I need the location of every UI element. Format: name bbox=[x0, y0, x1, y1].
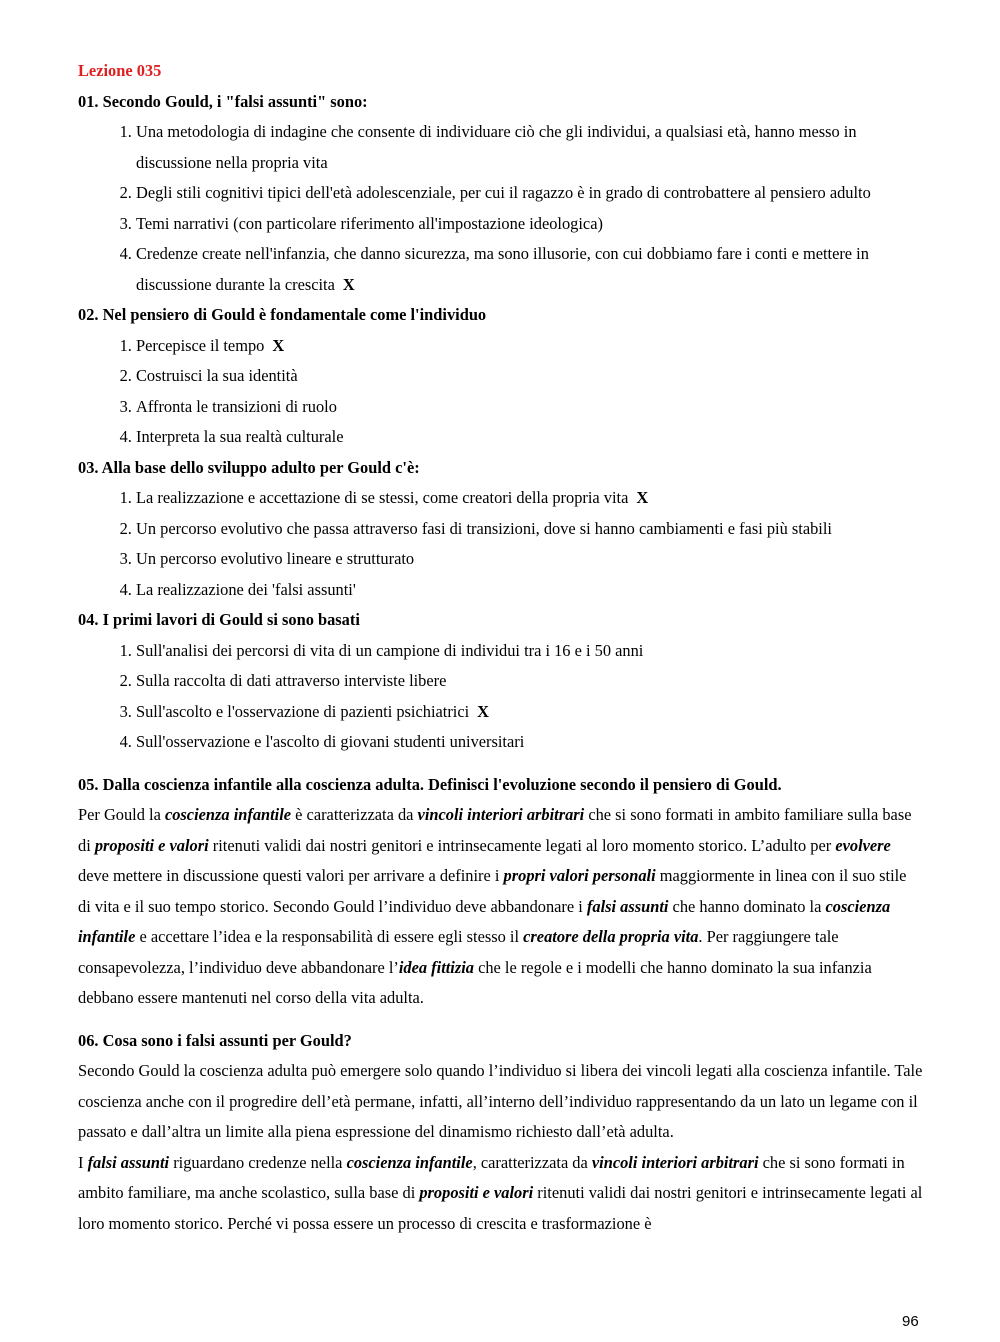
answer-text: Sull'ascolto e l'osservazione di pazienti psichiatrici bbox=[136, 701, 470, 721]
answer-text: Sull'osservazione e l'ascolto di giovani studenti universitari bbox=[136, 732, 525, 751]
paragraph-text: riguardano credenze nella bbox=[169, 1152, 347, 1172]
answer-option bbox=[136, 697, 923, 728]
key-term: idea fittizia bbox=[398, 957, 474, 977]
key-term: falsi assunti bbox=[586, 896, 669, 916]
page-content bbox=[78, 56, 923, 1239]
answer-option bbox=[136, 117, 923, 178]
answer-text: Un percorso evolutivo che passa attraverso fasi di transizioni, dove si hanno cambiamenti e fasi più stabili bbox=[136, 518, 832, 538]
question-text: 03. Alla base dello sviluppo adulto per Gould c'è: bbox=[78, 457, 420, 477]
answer-text: Sulla raccolta di dati attraverso interviste libere bbox=[136, 671, 447, 690]
key-term: coscienza infantile bbox=[78, 896, 891, 946]
correct-answer-mark: X bbox=[636, 488, 649, 507]
paragraph-text: . Per raggiungere tale consapevolezza, l’individuo deve abbandonare l’ bbox=[78, 927, 839, 977]
answer-text: Interpreta la sua realtà culturale bbox=[136, 427, 344, 446]
key-term: evolvere bbox=[835, 835, 891, 855]
answer-option bbox=[136, 209, 923, 240]
paragraph-text: che le regole e i modelli che hanno dominato la sua infanzia debbano essere mantenuti nel corso della vita adulta. bbox=[78, 957, 872, 1007]
paragraph-text: che si sono formati in ambito familiare, ma anche scolastico, sulla base di bbox=[78, 1152, 905, 1202]
answer-option bbox=[136, 636, 923, 667]
answer-text: La realizzazione dei 'falsi assunti' bbox=[136, 579, 356, 599]
answer-paragraph bbox=[78, 1056, 923, 1239]
page-number: 96 bbox=[902, 1313, 919, 1330]
answer-option bbox=[136, 178, 923, 209]
answer-list bbox=[78, 636, 923, 758]
key-term: coscienza infantile bbox=[164, 805, 292, 824]
paragraph-text: ritenuti validi dai nostri genitori e intrinsecamente legati al loro momento storico. L’adulto per bbox=[208, 835, 836, 855]
section-gap bbox=[78, 1014, 923, 1026]
paragraph-text: che hanno dominato la bbox=[668, 896, 826, 916]
question-text: 01. Secondo Gould, i "falsi assunti" sono: bbox=[78, 91, 368, 111]
correct-answer-mark: X bbox=[477, 701, 490, 721]
answer-option bbox=[136, 331, 923, 362]
key-term: propri valori personali bbox=[503, 866, 656, 885]
answer-text: Credenze create nell'infanzia, che danno sicurezza, ma sono illusorie, con cui dobbiamo fare i conti e mettere in discussione durante la crescita bbox=[136, 244, 869, 294]
answer-list bbox=[78, 483, 923, 605]
paragraph-text: Per Gould la bbox=[78, 805, 165, 824]
paragraph-text: , caratterizzata da bbox=[472, 1152, 592, 1172]
question-text: 02. Nel pensiero di Gould è fondamentale come l'individuo bbox=[78, 305, 487, 324]
answer-option bbox=[136, 544, 923, 575]
answer-paragraph bbox=[78, 800, 923, 1014]
paragraph-text: e accettare l’idea e la responsabilità di essere egli stesso il bbox=[135, 927, 524, 946]
answer-option bbox=[136, 666, 923, 697]
answer-text: Sull'analisi dei percorsi di vita di un campione di individui tra i 16 e i 50 anni bbox=[136, 640, 644, 660]
answer-option bbox=[136, 483, 923, 514]
answer-option bbox=[136, 239, 923, 300]
section-gap bbox=[78, 758, 923, 770]
key-term: creatore della propria vita bbox=[523, 927, 699, 946]
correct-answer-mark: X bbox=[342, 274, 355, 294]
answer-text: Temi narrativi (con particolare riferimento all'impostazione ideologica) bbox=[136, 213, 603, 233]
multiple-choice-section bbox=[78, 87, 923, 758]
open-questions-section bbox=[78, 758, 923, 1240]
key-term: vincoli interiori arbitrari bbox=[417, 805, 585, 824]
question-text: 04. I primi lavori di Gould si sono basati bbox=[78, 610, 360, 629]
key-term: vincoli interiori arbitrari bbox=[591, 1152, 759, 1172]
open-question-text: 05. Dalla coscienza infantile alla coscienza adulta. Definisci l'evoluzione secondo il pensiero di Gould. bbox=[78, 774, 782, 794]
key-term: coscienza infantile bbox=[346, 1152, 473, 1172]
paragraph-text: che si sono formati in ambito familiare sulla base di bbox=[78, 805, 912, 855]
open-question-text: 06. Cosa sono i falsi assunti per Gould? bbox=[78, 1030, 352, 1050]
answer-option bbox=[136, 727, 923, 758]
answer-text: Una metodologia di indagine che consente di individuare ciò che gli individui, a qualsiasi età, hanno messo in discussione nella propria vita bbox=[136, 122, 857, 172]
answer-option bbox=[136, 575, 923, 606]
paragraph-text: Secondo Gould la coscienza adulta può emergere solo quando l’individuo si libera dei vincoli legati alla coscienza infantile. Tale coscienza anche con il progredire dell’età permane, infatti, all’interno dell’individuo rappresentando da un lato un legame con il passato e dall’altra un limite alla piena espressione del dinamismo richiesto dall’età adulta. bbox=[78, 1061, 923, 1141]
answer-text: Un percorso evolutivo lineare e strutturato bbox=[136, 549, 415, 568]
answer-text: Degli stili cognitivi tipici dell'età adolescenziale, per cui il ragazzo è in grado di controbattere al pensiero adulto bbox=[136, 183, 871, 202]
answer-option bbox=[136, 422, 923, 453]
answer-text: La realizzazione e accettazione di se stessi, come creatori della propria vita bbox=[136, 488, 629, 507]
answer-list bbox=[78, 331, 923, 453]
answer-text: Affronta le transizioni di ruolo bbox=[136, 396, 337, 416]
lesson-title: Lezione 035 bbox=[78, 61, 162, 80]
answer-option bbox=[136, 361, 923, 392]
paragraph-text: maggiormente in linea con il suo stile di vita e il suo tempo storico. Secondo Gould l’individuo deve abbandonare i bbox=[78, 866, 907, 916]
key-term: propositi e valori bbox=[419, 1183, 534, 1202]
paragraph-text: ritenuti validi dai nostri genitori e intrinsecamente legati al loro momento storico. Perché vi possa essere un processo di crescita e trasformazione è bbox=[78, 1183, 923, 1233]
answer-list bbox=[78, 117, 923, 300]
paragraph-text: è caratterizzata da bbox=[291, 805, 418, 824]
answer-text: Percepisce il tempo bbox=[136, 335, 265, 355]
answer-option bbox=[136, 514, 923, 545]
answer-text: Costruisci la sua identità bbox=[136, 366, 298, 385]
key-term: falsi assunti bbox=[87, 1152, 170, 1172]
paragraph-text: deve mettere in discussione questi valori per arrivare a definire i bbox=[78, 866, 504, 885]
paragraph-text: I bbox=[78, 1152, 88, 1172]
correct-answer-mark: X bbox=[272, 335, 285, 355]
key-term: propositi e valori bbox=[94, 835, 209, 855]
answer-option bbox=[136, 392, 923, 423]
